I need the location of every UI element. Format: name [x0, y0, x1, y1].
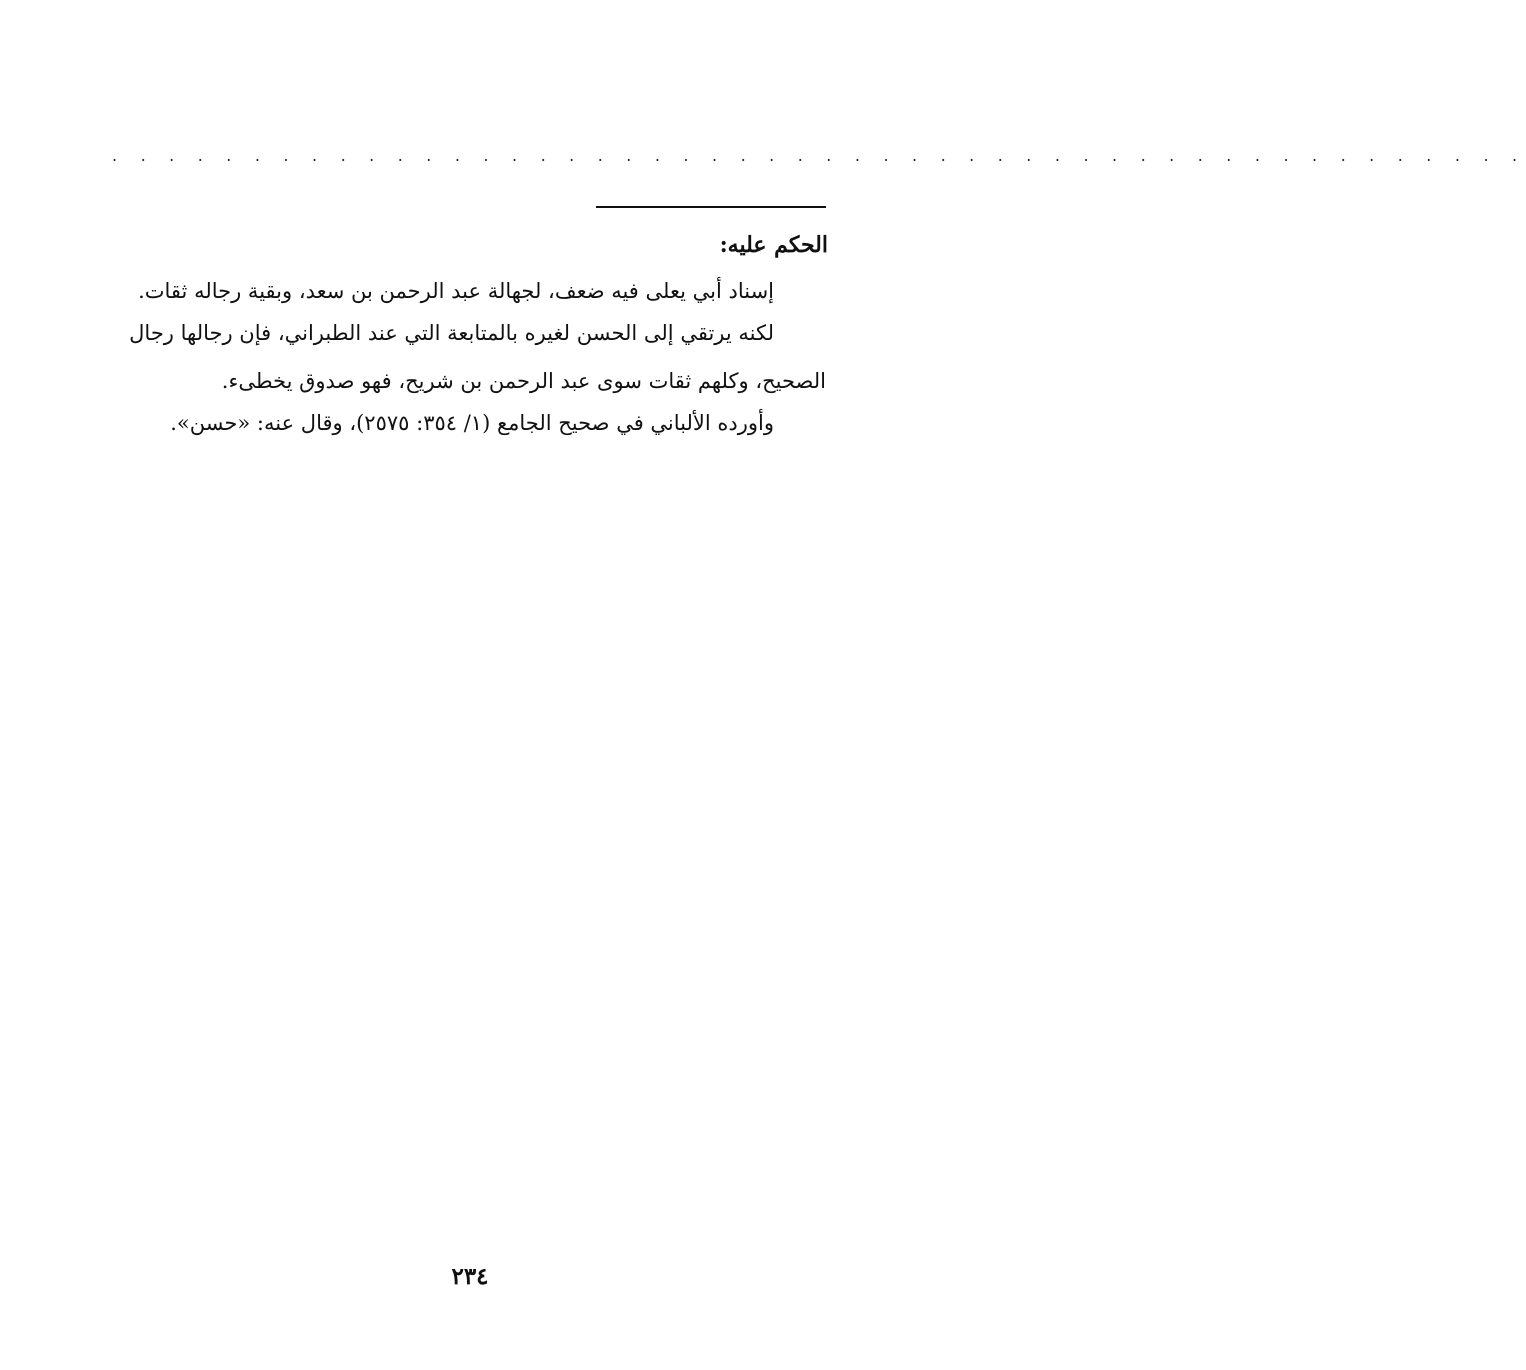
section-rule	[596, 206, 826, 208]
paragraph-line-3: الصحيح، وكلهم ثقات سوى عبد الرحمن بن شريح، فهو صدوق يخطىء.	[221, 369, 826, 393]
paragraph-line-1: إسناد أبي يعلى فيه ضعف، لجهالة عبد الرحمن بن سعد، وبقية رجاله ثقات.	[138, 279, 774, 303]
paragraph-line-2: لكنه يرتقي إلى الحسن لغيره بالمتابعة التي عند الطبراني، فإن رجالها رجال	[129, 321, 774, 345]
page-number: ٢٣٤	[451, 1263, 489, 1290]
section-heading: الحكم عليه:	[719, 232, 828, 258]
paragraph-line-4: وأورده الألباني في صحيح الجامع (١/ ٣٥٤: ٢٥٧٥)، وقال عنه: «حسن».	[170, 411, 774, 435]
dotted-separator: . . . . . . . . . . . . . . . . . . . . . . . . . . . . . . . . . . . . . . . . . . . . . . . . . .	[112, 146, 1526, 165]
